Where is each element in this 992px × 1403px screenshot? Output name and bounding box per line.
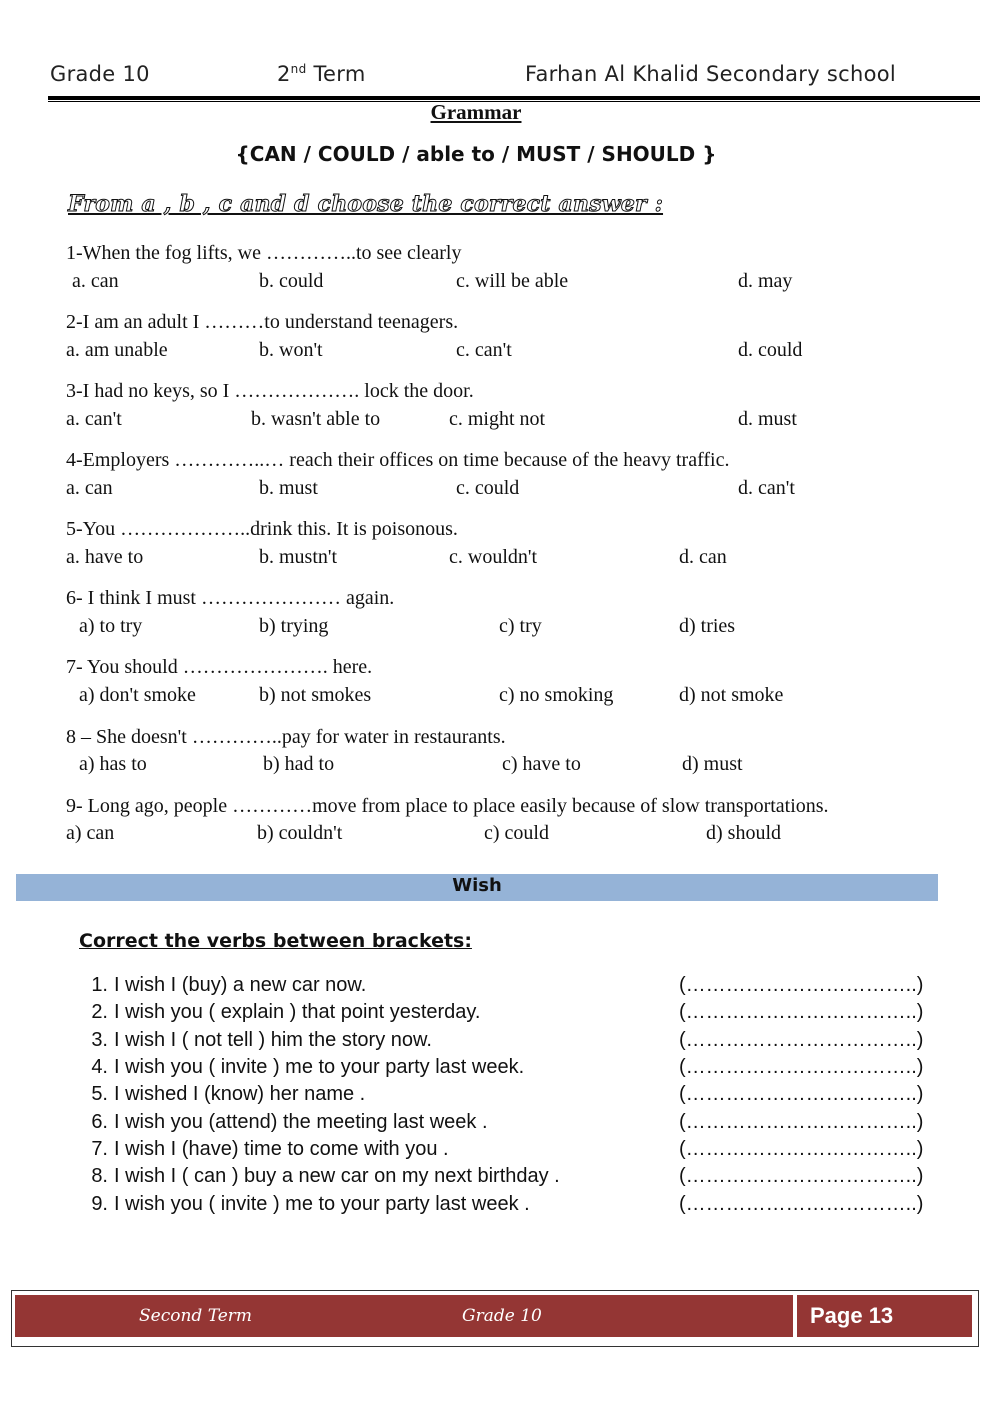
modals-list: {CAN / COULD / able to / MUST / SHOULD } (235, 142, 717, 166)
question-7: 7- You should …………………. here. (66, 656, 373, 678)
question-5-option-a: a. have to (66, 546, 144, 568)
question-3-option-a: a. can't (66, 408, 122, 430)
header-term-number: 2 (277, 62, 291, 86)
answer-blank[interactable]: (……………………………..) (679, 974, 924, 996)
question-1-option-d: d. may (738, 270, 793, 292)
wish-item-number: 9. (91, 1193, 108, 1215)
section-title-grammar: Grammar (430, 100, 522, 124)
question-9-option-c: c) could (484, 822, 549, 844)
footer-term: Second Term (139, 1306, 253, 1326)
question-5-option-d: d. can (679, 546, 727, 568)
wish-item-number: 7. (91, 1138, 108, 1160)
question-8-option-d: d) must (682, 753, 743, 775)
wish-item-number: 6. (91, 1111, 108, 1133)
question-7-option-b: b) not smokes (259, 684, 372, 706)
question-3-option-c: c. might not (449, 408, 546, 430)
question-2-option-d: d. could (738, 339, 803, 361)
question-4-option-a: a. can (66, 477, 113, 499)
question-5-option-c: c. wouldn't (449, 546, 538, 568)
wish-item-sentence: I wish you (attend) the meeting last week . (114, 1111, 488, 1133)
wish-instruction: Correct the verbs between brackets: (79, 930, 472, 952)
question-9-option-a: a) can (66, 822, 115, 844)
question-3-option-d: d. must (738, 408, 797, 430)
question-8-option-c: c) have to (502, 753, 581, 775)
header-school: Farhan Al Khalid Secondary school (525, 62, 897, 86)
question-2-option-a: a. am unable (66, 339, 168, 361)
question-9: 9- Long ago, people …………move from place to place easily because of slow transportations. (66, 795, 829, 817)
wish-item-number: 3. (91, 1029, 108, 1051)
answer-blank[interactable]: (……………………………..) (679, 1165, 924, 1187)
answer-blank[interactable]: (……………………………..) (679, 1083, 924, 1105)
question-7-option-d: d) not smoke (679, 684, 784, 706)
answer-blank[interactable]: (……………………………..) (679, 1029, 924, 1051)
answer-blank[interactable]: (……………………………..) (679, 1056, 924, 1078)
wish-item-number: 1. (91, 974, 108, 996)
question-6-option-b: b) trying (259, 615, 329, 637)
question-1-option-a: a. can (72, 270, 119, 292)
question-7-option-c: c) no smoking (499, 684, 614, 706)
question-6: 6- I think I must ………………… again. (66, 587, 395, 609)
header-term (277, 62, 366, 86)
answer-blank[interactable]: (……………………………..) (679, 1001, 924, 1023)
wish-item-number: 2. (91, 1001, 108, 1023)
question-5-option-b: b. mustn't (259, 546, 338, 568)
page-number: Page 13 (810, 1303, 894, 1328)
section-title-wish: Wish (452, 875, 502, 896)
question-3-option-b: b. wasn't able to (251, 408, 381, 430)
question-1-option-b: b. could (259, 270, 324, 292)
question-4-option-c: c. could (456, 477, 520, 499)
question-8-option-a: a) has to (79, 753, 147, 775)
question-6-option-c: c) try (499, 615, 542, 637)
answer-blank[interactable]: (……………………………..) (679, 1138, 924, 1160)
question-7-option-a: a) don't smoke (79, 684, 196, 706)
question-8: 8 – She doesn't …………..pay for water in restaurants. (66, 726, 506, 748)
wish-item-sentence: I wish I (have) time to come with you . (114, 1138, 449, 1160)
question-4-option-d: d. can't (738, 477, 795, 499)
footer-bar (15, 1295, 793, 1337)
question-2-option-b: b. won't (259, 339, 323, 361)
question-8-option-b: b) had to (263, 753, 335, 775)
wish-item-sentence: I wish you ( explain ) that point yesterday. (114, 1001, 481, 1023)
question-1-option-c: c. will be able (456, 270, 569, 292)
question-2: 2-I am an adult I ………to understand teenagers. (66, 311, 459, 333)
question-6-option-d: d) tries (679, 615, 736, 637)
question-1: 1-When the fog lifts, we …………..to see clearly (66, 242, 462, 264)
wish-item-sentence: I wish I ( not tell ) him the story now. (114, 1029, 432, 1051)
question-2-option-c: c. can't (456, 339, 512, 361)
wish-item-number: 8. (91, 1165, 108, 1187)
wish-item-number: 4. (91, 1056, 108, 1078)
wish-item-sentence: I wish I ( can ) buy a new car on my next birthday . (114, 1165, 560, 1187)
wish-item-sentence: I wish you ( invite ) me to your party last week. (114, 1056, 525, 1078)
wish-item-sentence: I wish you ( invite ) me to your party last week . (114, 1193, 530, 1215)
header-grade: Grade 10 (50, 62, 150, 86)
question-9-option-d: d) should (706, 822, 781, 844)
header-term-word: Term (306, 62, 366, 86)
question-4-option-b: b. must (259, 477, 318, 499)
question-3: 3-I had no keys, so I ………………. lock the door. (66, 380, 474, 402)
grammar-instruction: From a , b , c and d choose the correct answer : (68, 191, 664, 217)
answer-blank[interactable]: (……………………………..) (679, 1193, 924, 1215)
wish-item-sentence: I wished I (know) her name . (114, 1083, 366, 1105)
header-term-suffix: nd (290, 62, 307, 76)
question-5: 5-You ………………..drink this. It is poisonous. (66, 518, 458, 540)
wish-item-sentence: I wish I (buy) a new car now. (114, 974, 367, 996)
footer-grade: Grade 10 (462, 1306, 542, 1326)
answer-blank[interactable]: (……………………………..) (679, 1111, 924, 1133)
question-6-option-a: a) to try (79, 615, 143, 637)
question-9-option-b: b) couldn't (257, 822, 343, 844)
wish-item-number: 5. (91, 1083, 108, 1105)
question-4: 4-Employers …………..… reach their offices on time because of the heavy traffic. (66, 449, 730, 471)
